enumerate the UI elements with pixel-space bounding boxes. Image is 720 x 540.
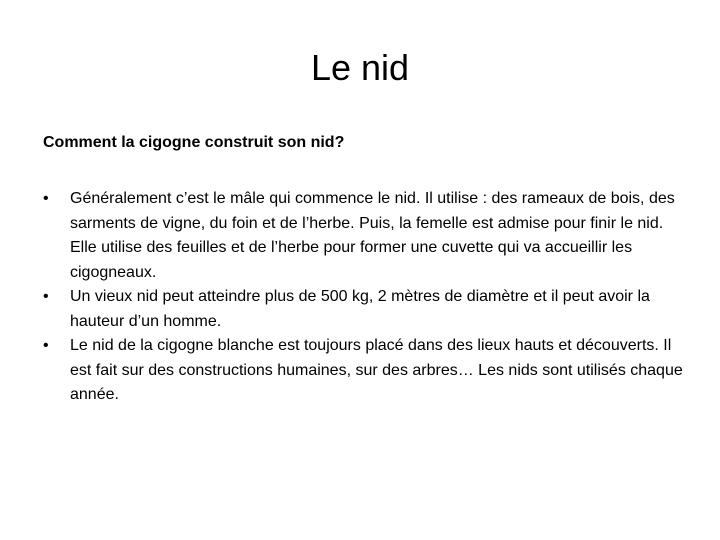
bullet-icon: • (43, 190, 49, 207)
slide-title: Le nid (310, 47, 410, 88)
bullet-text: Le nid de la cigogne blanche est toujours placé dans des lieux hauts et découverts. Il est fait sur des constructions humaines, sur des arbres… Les nids sont utilisés chaque année. (70, 337, 683, 403)
slide-subtitle: Comment la cigogne construit son nid? (43, 134, 345, 151)
bullet-item (43, 334, 683, 408)
bullet-item (43, 187, 683, 285)
bullet-text: Généralement c’est le mâle qui commence le nid. Il utilise : des rameaux de bois, des sarments de vigne, du foin et de l’herbe. Puis, la femelle est admise pour finir le nid. Elle utilise des feuilles et de l’herbe pour former une cuvette qui va accueillir les cigogneaux. (70, 190, 675, 281)
bullet-icon: • (43, 288, 49, 305)
bullet-list (43, 187, 683, 408)
bullet-item (43, 285, 683, 334)
bullet-text: Un vieux nid peut atteindre plus de 500 kg, 2 mètres de diamètre et il peut avoir la hauteur d’un homme. (70, 288, 650, 330)
bullet-icon: • (43, 337, 49, 354)
